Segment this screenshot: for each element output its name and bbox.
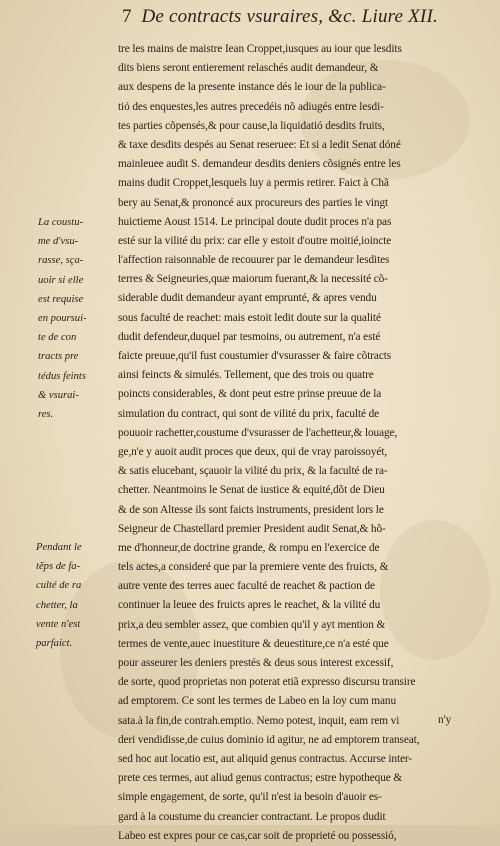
text-line: Labeo est expres pour ce cas,car soit de proprieté ou possessió, (118, 829, 397, 842)
margin-note-line: te de con (38, 332, 77, 344)
text-line: tels actes,a consideré que par la premiere vente des fruicts, & (118, 561, 389, 574)
margin-note-line: tédus feints (38, 370, 86, 382)
text-line: terres & Seigneuries,quæ maiorum fuerant,& la necessité cõ- (118, 273, 388, 286)
text-line: pour asseurer les deniers prestés & deus sous interest excessif, (118, 657, 394, 669)
text-line: esté sur la vilité du prix: car elle y estoit d'outre moitié,ioincte (118, 234, 392, 247)
text-line: ainsi feincts & simulés. Tellement, que des trois ou quatre (118, 369, 374, 382)
text-line: & de son Altesse ils sont faicts instruments, president lors le (118, 503, 384, 516)
margin-note-line: tracts pre (38, 351, 79, 363)
margin-note-line: & vsurai- (38, 389, 79, 401)
text-line: dits biens seront entierement relaschés audit demandeur, & (118, 62, 379, 75)
margin-note-line: parfaict. (36, 637, 73, 649)
text-line: mainleuee audit S. demandeur desdits deniers cõsignés entre les (118, 158, 401, 171)
text-line: tió des enquestes,les autres precedéis nõ adiugés entre lesdi- (118, 100, 384, 113)
text-line: prete ces termes, aut aliud genus contractus; estre hypotheque & (118, 772, 403, 785)
text-line: simulation du contract, qui sont de vilité du prix, faculté de (118, 407, 380, 420)
text-line: faicte preuue,qu'il fust coustumier d'vsurasser & faire cõtracts (118, 350, 392, 362)
margin-note-line: Pendant le (36, 542, 82, 553)
text-line: me d'honneur,de doctrine grande, & rompu en l'exercice de (118, 541, 380, 554)
margin-note-line: vente n'est (36, 618, 81, 630)
margin-note-line: chetter, la (36, 599, 78, 611)
text-line: pouuoir rachetter,coustume d'vsurasser de l'achetteur,& louage, (118, 426, 398, 439)
margin-note-line: uoir si elle (38, 274, 84, 286)
margin-note-line: me d'vsu- (38, 236, 79, 248)
margin-note-usury-custom (38, 213, 87, 424)
text-line: prix,a deu sembler assez, que combien qu'il y ayt mention & (118, 618, 386, 631)
text-line: chetter. Neantmoins le Senat de iustice & equité,dõt de Dieu (118, 484, 385, 497)
catchword: n'y (438, 714, 452, 726)
text-line: sata.à la fin,de contrah.emptio. Nemo potest, inquit, eam rem vi (118, 714, 400, 727)
margin-note-line: res. (38, 408, 54, 420)
text-line: siderable dudit demandeur ayant emprunté, & apres vendu (118, 292, 377, 305)
text-line: aux despens de la presente instance dés le iour de la publica- (118, 81, 386, 94)
text-line: ge,n'e y auoit audit proces que deux, qui de vray paroissoyét, (118, 445, 388, 458)
text-line: & taxe desdits despés au Senat reseruee: Et si a ledit Senat dóné (118, 138, 401, 151)
margin-note-line: culté de ra (36, 580, 82, 592)
margin-note-line: tẽps de fa- (36, 561, 81, 573)
margin-note-line: rasse, sça- (38, 255, 84, 267)
page-number: 7 (122, 6, 132, 27)
margin-note-line: est requise (38, 293, 84, 305)
text-line: dudit defendeur,duquel par tesmoins, ou autrement, n'a esté (118, 330, 381, 343)
text-line: simple engagement, de sorte, qu'il n'est ia besoin d'auoir es- (118, 791, 382, 804)
text-line: termes de vente,auec inuestiture & deuestiture,ce n'a esté que (118, 637, 389, 650)
text-line: tes parties cõpensés,& pour cause,la liquidatió desdits fruits, (118, 119, 385, 132)
margin-note-line: en poursui- (38, 312, 87, 324)
body-text (118, 40, 466, 846)
text-line: tre les mains de maistre Iean Croppet,iusques au iour que lesdits (118, 43, 402, 55)
text-line: l'affection raisonnable de recouurer par le demandeur lesdites (118, 254, 390, 267)
text-line: mains dudit Croppet,lesquels luy a permis retirer. Faict à Chã (118, 177, 389, 190)
text-line: deri vendidisse,de cuius dominio id agitur, ne ad emptorem transeat, (118, 733, 420, 746)
text-line: ad emptorem. Ce sont les termes de Labeo en la loy cum manu (118, 695, 397, 708)
text-line: gard à la coustume du creancier contractant. Le propos dudit (118, 810, 386, 823)
text-line: bery au Senat,& prononcé aux procureurs des parties le vingt (118, 196, 389, 209)
text-line: autre vente des terres auec faculté de reachet & paction de (118, 580, 375, 593)
running-header (122, 6, 482, 34)
text-line: & satis elucebant, sçauoir la vilité du prix, & la faculté de ra- (118, 465, 388, 478)
margin-note-line: La coustu- (38, 217, 84, 228)
text-line: Seigneur de Chastellard premier President audit Senat,& hõ- (118, 522, 386, 535)
text-line: sous faculté de reachet: mais estoit ledit doute sur la qualité (118, 311, 381, 324)
text-line: sed hoc aut locatio est, aut aliquid genus contractus. Accurse inter- (118, 752, 413, 765)
text-line: de sorte, quod proprietas non poterat etiã expresso discursu transire (118, 676, 416, 689)
text-line: continuer la leuee des fruicts apres le reachet, & la vilité du (118, 599, 381, 612)
text-line: huictieme Aoust 1514. Le principal doute dudit proces n'a pas (118, 215, 392, 228)
running-title: De contracts vsuraires, &c. Liure XII. (141, 6, 438, 27)
margin-note-redemption-period (36, 538, 82, 653)
text-line: poincts considerables, & dont peut estre prinse preuue de la (118, 388, 382, 401)
